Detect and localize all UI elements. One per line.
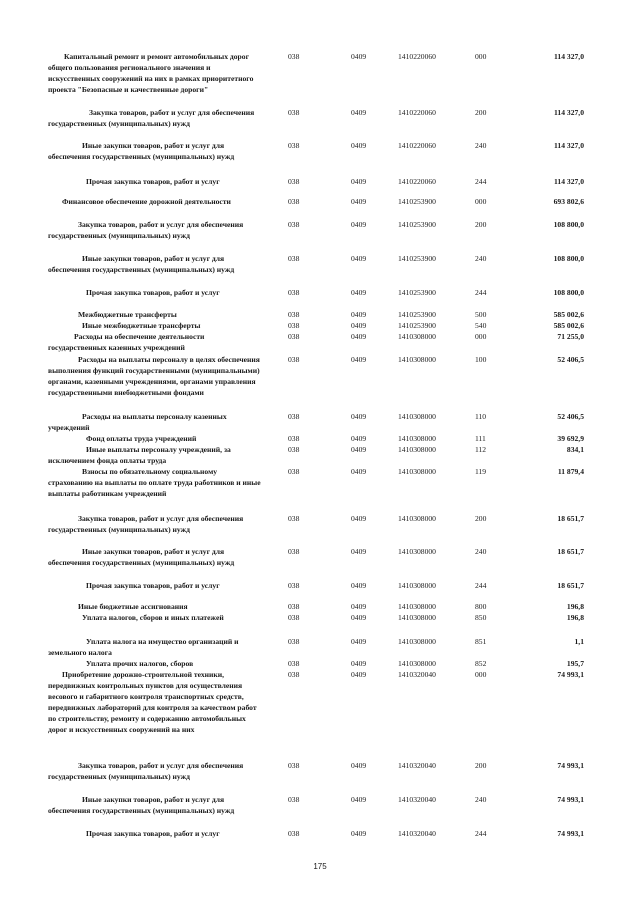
row-name: Прочая закупка товаров, работ и услуг (86, 581, 220, 590)
section-code: 0409 (351, 547, 367, 556)
expense-type-code: 111 (475, 434, 486, 443)
amount: 18 651,7 (557, 547, 584, 556)
amount: 585 002,6 (553, 310, 584, 319)
row-name: Расходы на выплаты персоналу в целях обеспечения выполнения функций государственными (муниципальными) органами, казенными учреждениями, органами управления государственными внебюджетными фондами (48, 355, 260, 397)
section-code: 0409 (351, 288, 367, 297)
ved-code: 038 (288, 581, 300, 590)
row-name: Иные закупки товаров, работ и услуг для обеспечения государственных (муниципальных) нужд (48, 547, 235, 567)
amount: 52 406,5 (557, 412, 584, 421)
row-name: Расходы на выплаты персоналу казенных учреждений (48, 412, 227, 432)
expense-type-code: 800 (475, 602, 487, 611)
target-article-code: 1410308000 (398, 434, 436, 443)
amount: 114 327,0 (554, 52, 584, 61)
amount: 114 327,0 (554, 177, 584, 186)
section-code: 0409 (351, 108, 367, 117)
row-name: Уплата прочих налогов, сборов (86, 659, 194, 668)
expense-type-code: 244 (475, 829, 487, 838)
amount: 1,1 (574, 637, 584, 646)
target-article-code: 1410320040 (398, 795, 436, 804)
amount: 108 800,0 (553, 254, 584, 263)
section-code: 0409 (351, 434, 367, 443)
section-code: 0409 (351, 220, 367, 229)
section-code: 0409 (351, 445, 367, 454)
expense-type-code: 200 (475, 108, 487, 117)
target-article-code: 1410253900 (398, 321, 436, 330)
section-code: 0409 (351, 197, 367, 206)
expense-type-code: 540 (475, 321, 487, 330)
amount: 693 802,6 (553, 197, 584, 206)
expense-type-code: 850 (475, 613, 487, 622)
amount: 114 327,0 (554, 141, 584, 150)
ved-code: 038 (288, 514, 300, 523)
expense-type-code: 000 (475, 670, 487, 679)
target-article-code: 1410308000 (398, 547, 436, 556)
row-name: Закупка товаров, работ и услуг для обеспечения государственных (муниципальных) нужд (48, 514, 244, 534)
target-article-code: 1410253900 (398, 220, 436, 229)
row-name: Иные закупки товаров, работ и услуг для обеспечения государственных (муниципальных) нужд (48, 254, 235, 274)
amount: 18 651,7 (557, 581, 584, 590)
row-name: Капитальный ремонт и ремонт автомобильных дорог общего пользования регионального значения и искусственных сооружений на них в рамках приоритетного проекта "Безопасные и качественные дороги" (48, 52, 254, 94)
expense-type-code: 240 (475, 795, 487, 804)
ved-code: 038 (288, 254, 300, 263)
row-name: Прочая закупка товаров, работ и услуг (86, 829, 220, 838)
section-code: 0409 (351, 310, 367, 319)
target-article-code: 1410308000 (398, 355, 436, 364)
section-code: 0409 (351, 613, 367, 622)
ved-code: 038 (288, 445, 300, 454)
expense-type-code: 200 (475, 220, 487, 229)
ved-code: 038 (288, 332, 300, 341)
section-code: 0409 (351, 659, 367, 668)
section-code: 0409 (351, 637, 367, 646)
expense-type-code: 851 (475, 637, 487, 646)
ved-code: 038 (288, 613, 300, 622)
amount: 74 993,1 (557, 795, 584, 804)
target-article-code: 1410308000 (398, 445, 436, 454)
amount: 114 327,0 (554, 108, 584, 117)
amount: 18 651,7 (557, 514, 584, 523)
row-name: Фонд оплаты труда учреждений (86, 434, 197, 443)
amount: 74 993,1 (557, 670, 584, 679)
expense-type-code: 200 (475, 761, 487, 770)
row-name: Закупка товаров, работ и услуг для обеспечения государственных (муниципальных) нужд (48, 220, 244, 240)
ved-code: 038 (288, 355, 300, 364)
ved-code: 038 (288, 220, 300, 229)
target-article-code: 1410253900 (398, 288, 436, 297)
amount: 196,8 (566, 613, 584, 622)
ved-code: 038 (288, 177, 300, 186)
expense-type-code: 240 (475, 547, 487, 556)
target-article-code: 1410220060 (398, 52, 436, 61)
section-code: 0409 (351, 514, 367, 523)
row-name: Иные бюджетные ассигнования (78, 602, 188, 611)
target-article-code: 1410220060 (398, 141, 436, 150)
expense-type-code: 500 (475, 310, 487, 319)
ved-code: 038 (288, 829, 300, 838)
ved-code: 038 (288, 321, 300, 330)
target-article-code: 1410308000 (398, 412, 436, 421)
target-article-code: 1410308000 (398, 613, 436, 622)
amount: 108 800,0 (553, 288, 584, 297)
target-article-code: 1410220060 (398, 108, 436, 117)
section-code: 0409 (351, 795, 367, 804)
section-code: 0409 (351, 141, 367, 150)
row-name: Закупка товаров, работ и услуг для обеспечения государственных (муниципальных) нужд (48, 108, 255, 128)
amount: 834,1 (566, 445, 584, 454)
row-name: Уплата налога на имущество организаций и земельного налога (48, 637, 239, 657)
expense-type-code: 240 (475, 254, 487, 263)
section-code: 0409 (351, 761, 367, 770)
row-name: Приобретение дорожно-строительной техники, передвижных контрольных пунктов для осуществления весового и габаритного контроля транспортных средств, передвижных лабораторий для контроля за качеством работ по строительству, ремонту и содержанию автомобильных дорог и искусственных сооружений на них (48, 670, 257, 734)
section-code: 0409 (351, 829, 367, 838)
target-article-code: 1410308000 (398, 514, 436, 523)
row-name: Закупка товаров, работ и услуг для обеспечения государственных (муниципальных) нужд (48, 761, 244, 781)
ved-code: 038 (288, 141, 300, 150)
expense-type-code: 100 (475, 355, 487, 364)
amount: 71 255,0 (557, 332, 584, 341)
amount: 585 002,6 (553, 321, 584, 330)
amount: 39 692,9 (557, 434, 584, 443)
section-code: 0409 (351, 602, 367, 611)
expense-type-code: 852 (475, 659, 487, 668)
target-article-code: 1410308000 (398, 602, 436, 611)
row-name: Взносы по обязательному социальному страхованию на выплаты по оплате труда работников и иные выплаты работникам учреждений (48, 467, 261, 498)
section-code: 0409 (351, 52, 367, 61)
amount: 108 800,0 (553, 220, 584, 229)
section-code: 0409 (351, 670, 367, 679)
expense-type-code: 244 (475, 177, 487, 186)
target-article-code: 1410308000 (398, 332, 436, 341)
amount: 196,8 (566, 602, 584, 611)
section-code: 0409 (351, 355, 367, 364)
ved-code: 038 (288, 670, 300, 679)
row-name: Иные закупки товаров, работ и услуг для обеспечения государственных (муниципальных) нужд (48, 795, 235, 815)
expense-type-code: 119 (475, 467, 487, 476)
amount: 11 879,4 (557, 467, 584, 476)
expense-type-code: 000 (475, 197, 487, 206)
amount: 74 993,1 (557, 761, 584, 770)
target-article-code: 1410220060 (398, 177, 436, 186)
ved-code: 038 (288, 795, 300, 804)
ved-code: 038 (288, 288, 300, 297)
target-article-code: 1410308000 (398, 467, 436, 476)
ved-code: 038 (288, 52, 300, 61)
amount: 195,7 (566, 659, 584, 668)
row-name: Иные выплаты персоналу учреждений, за исключением фонда оплаты труда (48, 445, 231, 465)
section-code: 0409 (351, 467, 367, 476)
target-article-code: 1410308000 (398, 659, 436, 668)
row-name: Иные закупки товаров, работ и услуг для обеспечения государственных (муниципальных) нужд (48, 141, 235, 161)
ved-code: 038 (288, 434, 300, 443)
ved-code: 038 (288, 637, 300, 646)
target-article-code: 1410308000 (398, 637, 436, 646)
expense-type-code: 244 (475, 581, 487, 590)
ved-code: 038 (288, 761, 300, 770)
amount: 74 993,1 (557, 829, 584, 838)
section-code: 0409 (351, 177, 367, 186)
page-number: 175 (313, 862, 327, 871)
expense-type-code: 000 (475, 52, 487, 61)
target-article-code: 1410308000 (398, 581, 436, 590)
target-article-code: 1410253900 (398, 310, 436, 319)
ved-code: 038 (288, 602, 300, 611)
expense-type-code: 110 (475, 412, 487, 421)
target-article-code: 1410320040 (398, 761, 436, 770)
target-article-code: 1410253900 (398, 254, 436, 263)
ved-code: 038 (288, 467, 300, 476)
expense-type-code: 112 (475, 445, 487, 454)
ved-code: 038 (288, 108, 300, 117)
expense-type-code: 000 (475, 332, 487, 341)
row-name: Межбюджетные трансферты (78, 310, 177, 319)
target-article-code: 1410320040 (398, 829, 436, 838)
expense-type-code: 240 (475, 141, 487, 150)
ved-code: 038 (288, 547, 300, 556)
expense-type-code: 244 (475, 288, 487, 297)
target-article-code: 1410253900 (398, 197, 436, 206)
section-code: 0409 (351, 412, 367, 421)
amount: 52 406,5 (557, 355, 584, 364)
target-article-code: 1410320040 (398, 670, 436, 679)
row-name: Расходы на обеспечение деятельности государственных казенных учреждений (48, 332, 205, 352)
expense-type-code: 200 (475, 514, 487, 523)
section-code: 0409 (351, 332, 367, 341)
row-name: Иные межбюджетные трансферты (82, 321, 201, 330)
ved-code: 038 (288, 310, 300, 319)
row-name: Прочая закупка товаров, работ и услуг (86, 177, 220, 186)
section-code: 0409 (351, 581, 367, 590)
section-code: 0409 (351, 321, 367, 330)
ved-code: 038 (288, 412, 300, 421)
row-name: Уплата налогов, сборов и иных платежей (82, 613, 224, 622)
row-name: Финансовое обеспечение дорожной деятельности (62, 197, 231, 206)
ved-code: 038 (288, 659, 300, 668)
ved-code: 038 (288, 197, 300, 206)
row-name: Прочая закупка товаров, работ и услуг (86, 288, 220, 297)
section-code: 0409 (351, 254, 367, 263)
